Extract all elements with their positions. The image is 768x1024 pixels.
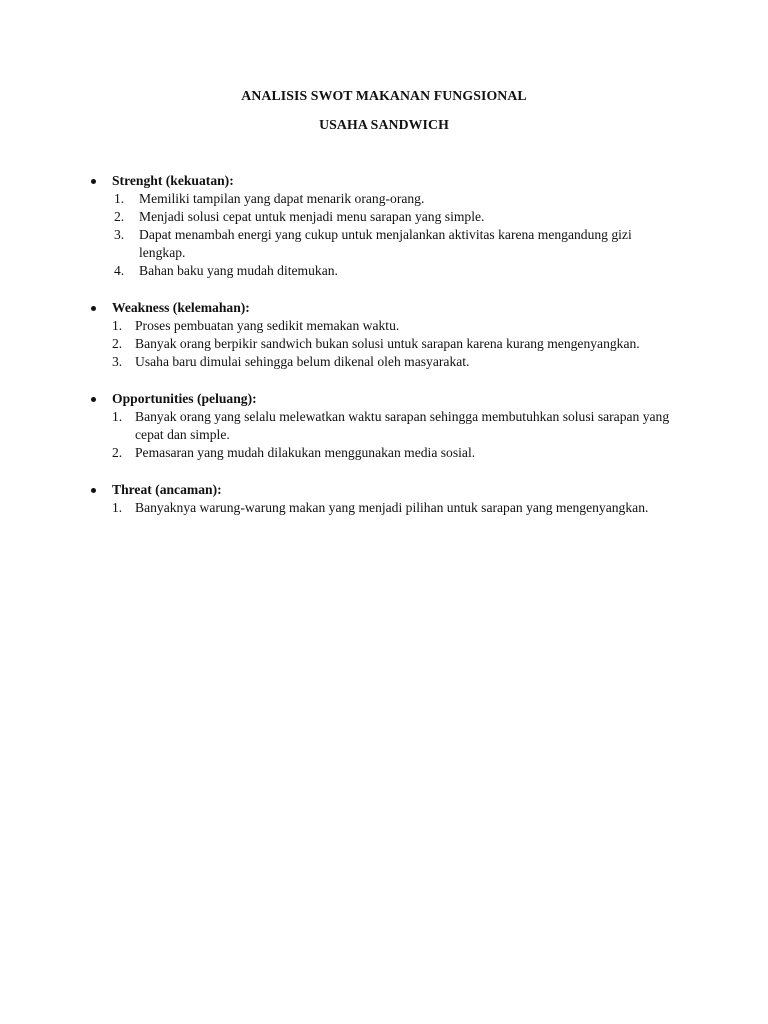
list-item [88,208,678,226]
item-text: Memiliki tampilan yang dapat menarik orang-orang. [139,191,425,206]
list-item [88,317,678,335]
swot-sections [88,172,678,536]
section-opportunities [88,390,678,462]
section-heading-text: Opportunities (peluang): [112,391,257,406]
item-number: 4. [114,263,125,278]
item-number: 2. [112,445,123,460]
list-item [88,335,678,353]
document-title: ANALISIS SWOT MAKANAN FUNGSIONAL [241,88,527,103]
list-item [88,262,678,280]
bullet-icon [91,306,96,311]
item-number: 1. [114,191,125,206]
item-text: Proses pembuatan yang sedikit memakan waktu. [135,318,400,333]
item-list [88,317,678,371]
item-number: 2. [114,209,125,224]
item-text: Menjadi solusi cepat untuk menjadi menu sarapan yang simple. [139,209,485,224]
item-text: Pemasaran yang mudah dilakukan menggunakan media sosial. [135,445,476,460]
section-heading-text: Strenght (kekuatan): [112,173,234,188]
item-number: 3. [112,354,123,369]
section-heading-text: Weakness (kelemahan): [112,300,250,315]
list-item [88,353,678,371]
item-text: Bahan baku yang mudah ditemukan. [139,263,338,278]
section-heading [88,390,678,408]
item-text: Dapat menambah energi yang cukup untuk menjalankan aktivitas karena mengandung gizi lengkap. [139,227,632,260]
list-item [88,499,678,517]
section-heading [88,481,678,499]
item-list [88,190,678,280]
item-number: 1. [112,318,123,333]
bullet-icon [91,397,96,402]
section-threat [88,481,678,517]
item-number: 1. [112,409,123,424]
list-item [88,408,678,444]
section-strength [88,172,678,280]
bullet-icon [91,488,96,493]
section-heading-text: Threat (ancaman): [112,482,222,497]
section-weakness [88,299,678,371]
bullet-icon [91,179,96,184]
section-heading [88,299,678,317]
item-text: Banyak orang berpikir sandwich bukan solusi untuk sarapan karena kurang mengenyangkan. [135,336,640,351]
item-text: Banyaknya warung-warung makan yang menjadi pilihan untuk sarapan yang mengenyangkan. [135,500,649,515]
list-item [88,444,678,462]
item-text: Usaha baru dimulai sehingga belum dikenal oleh masyarakat. [135,354,470,369]
item-text: Banyak orang yang selalu melewatkan waktu sarapan sehingga membutuhkan solusi sarapan yang cepat dan simple. [135,409,670,442]
item-list [88,499,678,517]
item-number: 3. [114,227,125,242]
item-list [88,408,678,462]
item-number: 1. [112,500,123,515]
list-item [88,226,678,262]
list-item [88,190,678,208]
document-subtitle: USAHA SANDWICH [319,117,449,132]
section-heading [88,172,678,190]
item-number: 2. [112,336,123,351]
